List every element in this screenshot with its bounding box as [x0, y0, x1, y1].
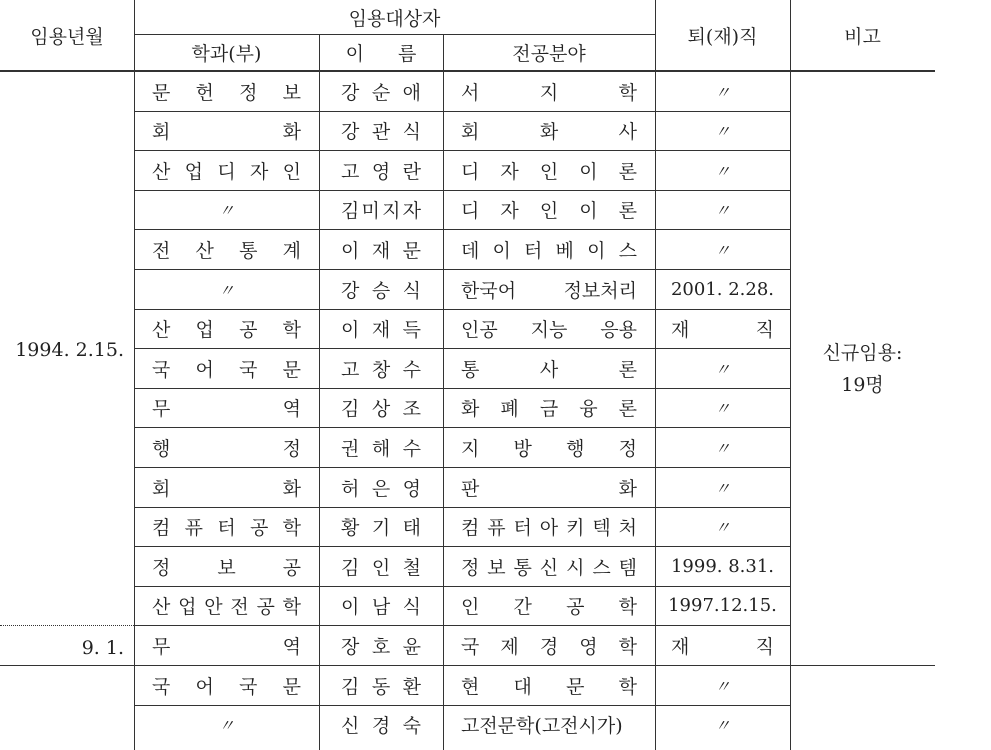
cell-name: 강 순 애	[341, 81, 421, 104]
cell-dept: 정 보 공	[152, 556, 301, 579]
cell-dept: 산 업 공 학	[152, 319, 301, 341]
cell-major: 컴 퓨 터 아 키 텍 처	[461, 517, 637, 539]
cell-status: 〃	[714, 518, 731, 537]
cell-name: 강 관 식	[341, 121, 421, 143]
cell-name: 김 동 환	[341, 675, 421, 698]
cell-major: 디 자 인 이 론	[461, 200, 637, 222]
cell-dept: 회 화	[152, 477, 301, 500]
vline-dept	[319, 34, 320, 750]
cell-major: 정 보 통 신 시 스 템	[461, 556, 637, 579]
header-major: 전공분야	[512, 42, 586, 65]
date-first: 1994. 2.15.	[15, 339, 124, 361]
cell-status: 1997.12.15.	[668, 595, 777, 616]
cell-status: 2001. 2.28.	[670, 278, 775, 300]
header-dept: 학과(부)	[191, 42, 262, 65]
header-note: 비고	[844, 25, 881, 48]
header-date: 임용년월	[30, 25, 104, 48]
cell-dept: 국 어 국 문	[152, 675, 301, 698]
cell-dept: 국 어 국 문	[152, 358, 301, 381]
cell-major: 현 대 문 학	[461, 675, 637, 698]
cell-major: 지 방 행 정	[461, 437, 637, 460]
cell-major: 국 제 경 영 학	[461, 635, 637, 658]
cell-dept: 무 역	[152, 398, 301, 420]
vline-name	[443, 34, 444, 750]
cell-name: 김 인 철	[341, 556, 421, 579]
cell-status: 〃	[714, 122, 731, 141]
cell-major: 데 이 터 베 이 스	[461, 239, 637, 262]
cell-name: 이 재 득	[341, 319, 421, 341]
cell-status: 재 직	[671, 635, 774, 658]
cell-major: 디 자 인 이 론	[461, 160, 637, 183]
cell-major: 서 지 학	[461, 81, 637, 104]
cell-dept: 행 정	[152, 437, 301, 460]
cell-name: 허 은 영	[341, 477, 421, 500]
date-group-divider	[0, 665, 134, 666]
cell-status: 〃	[714, 716, 731, 735]
header-group: 임용대상자	[348, 7, 441, 30]
cell-status: 〃	[714, 240, 731, 260]
cell-status: 〃	[714, 82, 731, 102]
header-name: 이 름	[345, 42, 417, 65]
cell-name: 권 해 수	[341, 437, 421, 460]
cell-major: 고전문학(고전시가)	[461, 715, 623, 737]
cell-major: 인공 지능 응용	[461, 319, 637, 341]
cell-name: 강 승 식	[341, 279, 421, 302]
cell-major: 한국어 정보처리	[461, 279, 637, 302]
cell-name: 고 영 란	[341, 160, 421, 183]
cell-major: 회 화 사	[461, 121, 637, 143]
cell-status: 〃	[714, 359, 731, 379]
cell-name: 이 남 식	[341, 596, 421, 618]
cell-dept: 문 헌 정 보	[152, 81, 301, 104]
cell-status: 〃	[714, 478, 731, 498]
cell-major: 판 화	[461, 477, 637, 500]
cell-name: 김 상 조	[341, 398, 421, 420]
cell-dept: 회 화	[152, 121, 301, 143]
cell-dept: 컴 퓨 터 공 학	[152, 517, 301, 539]
cell-dept: 산 업 디 자 인	[152, 160, 301, 183]
cell-status: 〃	[714, 201, 731, 220]
cell-major: 인 간 공 학	[461, 596, 637, 618]
note-line2: 19명	[841, 373, 884, 396]
cell-status: 〃	[714, 438, 731, 458]
cell-dept: 〃	[218, 716, 235, 735]
header-status: 퇴(재)직	[687, 25, 758, 48]
cell-status: 1999. 8.31.	[670, 555, 775, 577]
cell-major: 화 폐 금 융 론	[461, 398, 637, 420]
cell-name: 김 미 지 자	[341, 200, 421, 222]
cell-name: 신 경 숙	[341, 715, 421, 737]
cell-name: 장 호 윤	[341, 635, 421, 658]
cell-major: 통 사 론	[461, 358, 637, 381]
cell-dept: 산 업 안 전 공 학	[152, 596, 301, 618]
cell-status: 〃	[714, 676, 731, 696]
cell-status: 〃	[714, 161, 731, 181]
cell-name: 이 재 문	[341, 239, 421, 262]
date-second: 9. 1.	[81, 637, 124, 659]
date-group-divider	[790, 665, 935, 666]
cell-dept: 전 산 통 계	[152, 239, 301, 262]
cell-dept: 〃	[218, 201, 235, 220]
cell-status: 〃	[714, 399, 731, 418]
cell-name: 고 창 수	[341, 358, 421, 381]
cell-dept: 무 역	[152, 635, 301, 658]
cell-dept: 〃	[218, 280, 235, 300]
note-line1: 신규임용:	[822, 341, 903, 364]
cell-name: 황 기 태	[341, 517, 421, 539]
date-group-divider	[0, 625, 134, 626]
cell-status: 재 직	[671, 319, 774, 341]
vline-date	[134, 0, 135, 750]
